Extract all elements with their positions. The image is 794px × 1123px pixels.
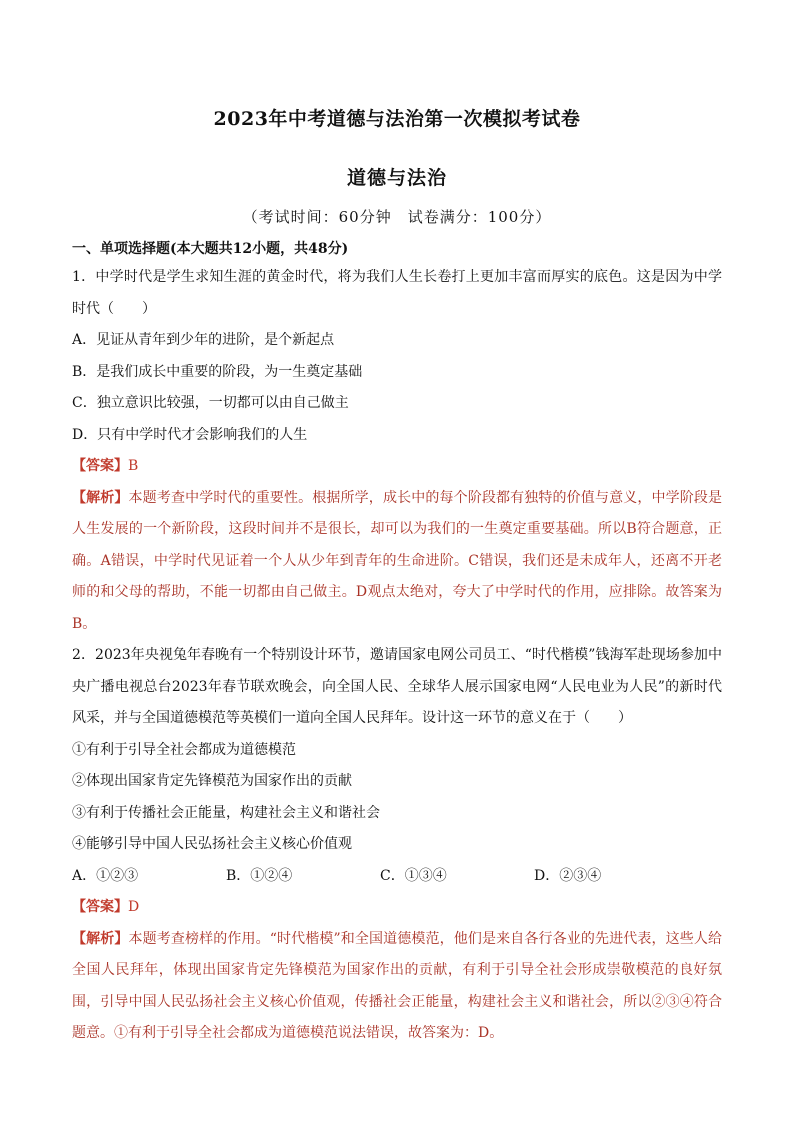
explanation xyxy=(72,483,722,641)
answer-tag: 【答案】 xyxy=(72,899,128,915)
statement-1: ①有利于引导全社会都成为道德模范 xyxy=(72,741,296,758)
explain-text: 本题考查中学时代的重要性。根据所学，成长中的每个阶段都有独特的价值与意义，中学阶段是人生发展的一个新阶段，这段时间并不是很长，却可以为我们的一生奠定重要基础。所以B符合题意，正确。A错误，中学时代见证着一个人从少年到青年的生命进阶。C错误，我们还是未成年人，还离不开老师的和父母的帮助，不能一切都由自己做主。D观点太绝对，夸大了中学时代的作用，应排除。故答案为B。 xyxy=(72,489,723,632)
explain-tag: 【解析】 xyxy=(72,930,129,947)
choice-d: D．②③④ xyxy=(534,867,602,884)
answer-value: B xyxy=(128,458,139,474)
statement-2: ②体现出国家肯定先锋模范为国家作出的贡献 xyxy=(72,773,352,789)
choice-row xyxy=(72,861,722,893)
section-heading: 一、单项选择题(本大题共12小题，共48分) xyxy=(72,241,349,257)
option-b: B．是我们成长中重要的阶段，为一生奠定基础 xyxy=(72,363,363,380)
subject-title: 道德与法治 xyxy=(346,167,447,189)
option-a: A．见证从青年到少年的进阶，是个新起点 xyxy=(72,332,335,348)
answer-tag: 【答案】 xyxy=(72,458,128,474)
exam-meta: （考试时间：60分钟 试卷满分：100分） xyxy=(242,208,552,226)
statement-3: ③有利于传播社会正能量，构建社会主义和谐社会 xyxy=(72,804,380,821)
answer-line xyxy=(72,892,722,924)
choice-c: C．①③④ xyxy=(380,867,447,884)
question-2 xyxy=(72,640,722,1050)
explain-text: 本题考查榜样的作用。“时代楷模”和全国道德模范，他们是来自各行各业的先进代表，这些人给全国人民拜年，体现出国家肯定先锋模范为国家作出的贡献，有利于引导全社会形成崇敬模范的良好氛围，引导中国人民弘扬社会主义核心价值观，传播社会正能量，构建社会主义和谐社会，所以②③④符合题意。①有利于引导全社会都成为道德模范说法错误，故答案为：D。 xyxy=(72,930,723,1041)
explain-tag: 【解析】 xyxy=(72,489,129,506)
answer-line xyxy=(72,451,722,483)
option-c: C．独立意识比较强，一切都可以由自己做主 xyxy=(72,395,349,411)
choice-b: B．①②④ xyxy=(226,867,293,884)
exam-body xyxy=(72,236,722,1050)
statement-4: ④能够引导中国人民弘扬社会主义核心价值观 xyxy=(72,836,352,852)
question-stem: 1．中学时代是学生求知生涯的黄金时代，将为我们人生长卷打上更加丰富而厚实的底色。这是因为中学时代（ ） xyxy=(72,269,722,317)
question-1 xyxy=(72,262,722,640)
exam-title: 2023年中考道德与法治第一次模拟考试卷 xyxy=(213,108,581,130)
answer-value: D xyxy=(128,899,140,915)
explanation xyxy=(72,924,722,1050)
question-stem: 2．2023年央视兔年春晚有一个特别设计环节，邀请国家电网公司员工、“时代楷模”钱海军赴现场参加中央广播电视总台2023年春节联欢晚会，向全国人民、全球华人展示国家电网“人民电业为人民”的新时代风采，并与全国道德模范等英模们一道向全国人民拜年。设计这一环节的意义在于（ ） xyxy=(72,647,722,726)
option-d: D．只有中学时代才会影响我们的人生 xyxy=(72,426,308,443)
choice-a: A．①②③ xyxy=(72,867,139,884)
